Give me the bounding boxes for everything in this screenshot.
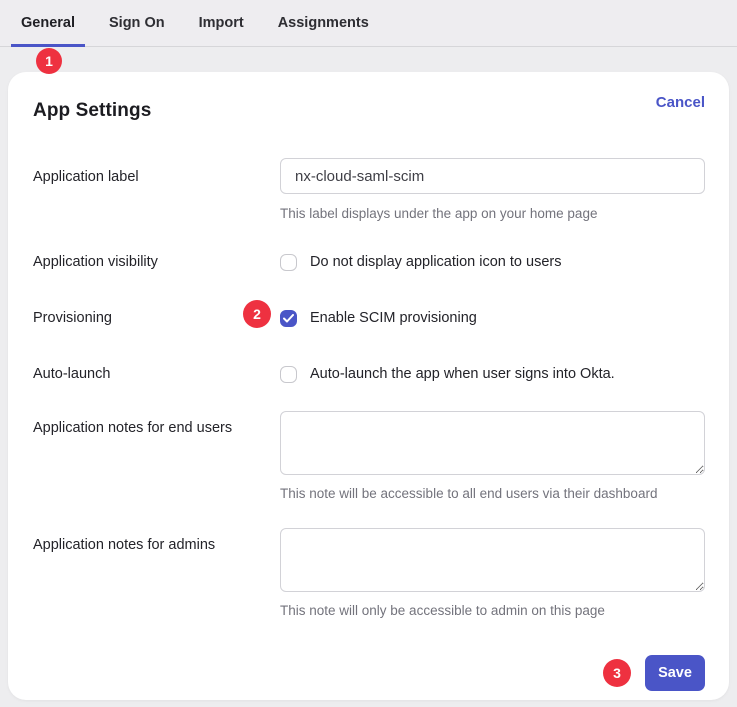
auto-launch-row bbox=[33, 364, 705, 384]
save-row bbox=[33, 655, 705, 691]
annotation-step-1-badge: 1 bbox=[36, 48, 62, 74]
annotation-step-2-badge: 2 bbox=[243, 300, 271, 328]
notes-end-users-label: Application notes for end users bbox=[33, 420, 233, 436]
application-label-row bbox=[33, 158, 705, 222]
app-settings-card bbox=[8, 72, 729, 700]
notes-end-users-helper-text: This note will be accessible to all end users via their dashboard bbox=[280, 486, 658, 501]
auto-launch-label: Auto-launch bbox=[33, 366, 111, 382]
application-visibility-checkbox-label: Do not display application icon to users bbox=[310, 254, 562, 270]
application-label-label: Application label bbox=[33, 169, 139, 185]
notes-admins-textarea[interactable] bbox=[280, 528, 705, 592]
provisioning-row bbox=[33, 308, 705, 328]
tab-assignments[interactable]: Assignments bbox=[277, 15, 369, 31]
application-visibility-row bbox=[33, 252, 705, 272]
enable-scim-provisioning-checkbox[interactable] bbox=[280, 310, 297, 327]
cancel-button[interactable]: Cancel bbox=[655, 94, 705, 111]
card-header bbox=[33, 94, 705, 122]
application-visibility-label: Application visibility bbox=[33, 254, 158, 270]
notes-end-users-row bbox=[33, 411, 705, 502]
annotation-step-3-badge: 3 bbox=[603, 659, 631, 687]
tab-import[interactable]: Import bbox=[198, 15, 244, 31]
enable-scim-provisioning-label: Enable SCIM provisioning bbox=[310, 310, 477, 326]
application-label-helper-text: This label displays under the app on your home page bbox=[280, 206, 598, 221]
application-label-input[interactable] bbox=[280, 158, 705, 194]
auto-launch-checkbox[interactable] bbox=[280, 366, 297, 383]
auto-launch-checkbox-label: Auto-launch the app when user signs into Okta. bbox=[310, 366, 615, 382]
save-button[interactable]: Save bbox=[645, 655, 705, 691]
tab-bar bbox=[0, 0, 737, 47]
tab-sign-on[interactable]: Sign On bbox=[109, 15, 165, 31]
application-visibility-checkbox[interactable] bbox=[280, 254, 297, 271]
notes-admins-helper-text: This note will only be accessible to admin on this page bbox=[280, 603, 605, 618]
page-title: App Settings bbox=[33, 100, 152, 121]
notes-admins-label: Application notes for admins bbox=[33, 537, 216, 553]
provisioning-label: Provisioning bbox=[33, 310, 112, 326]
checkmark-icon bbox=[283, 314, 294, 323]
notes-admins-row bbox=[33, 528, 705, 619]
tab-general[interactable]: General bbox=[11, 0, 85, 46]
notes-end-users-textarea[interactable] bbox=[280, 411, 705, 475]
